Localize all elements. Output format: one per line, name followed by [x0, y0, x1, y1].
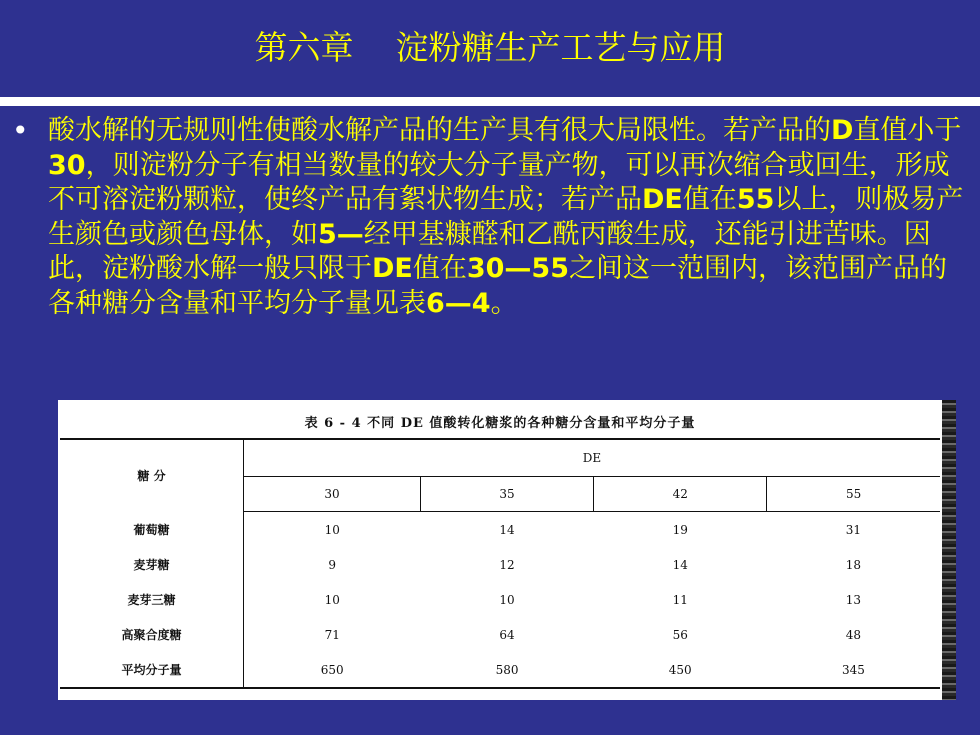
- paragraph-segment: ，则淀粉分子有相当数量的较大分子量产物，可以再次缩合或回生，形成不可溶淀粉颗粒，使终产品有絮状物生成；若产品: [48, 149, 950, 215]
- table-cell: 11: [672, 592, 688, 607]
- table-cell: 64: [499, 627, 515, 642]
- paragraph-bold-segment: D: [831, 115, 854, 146]
- table-cell: 580: [420, 652, 593, 688]
- sugar-content-table: [60, 438, 940, 689]
- table-cell: 13: [845, 592, 862, 607]
- scan-edge-shadow: [942, 400, 956, 700]
- paragraph-segment: 酸水解的无规则性使酸水解产品的生产具有很大局限性。若产品的: [48, 115, 831, 146]
- paragraph-bold-segment: DE: [372, 253, 413, 284]
- row-label: 麦芽糖: [60, 547, 244, 582]
- paragraph-bold-segment: 30—55: [466, 253, 570, 284]
- paragraph-segment: 。: [490, 287, 518, 319]
- table-cell: 19: [672, 522, 688, 537]
- paragraph-segment: 之间这一范围内，该范围产品的各种糖分含量和平均分子量见表: [48, 253, 948, 319]
- table-cell: 56: [672, 627, 688, 642]
- table-cell: 71: [324, 627, 340, 642]
- slide-title: 第六章 淀粉糖生产工艺与应用: [254, 28, 726, 67]
- table-row: [60, 547, 940, 582]
- table-row: [60, 617, 940, 652]
- paragraph-segment: 值在: [412, 253, 467, 284]
- paragraph-bold-segment: 5—: [318, 218, 364, 250]
- table-cell: 450: [594, 652, 767, 688]
- de-group-header: DE: [244, 439, 941, 477]
- paragraph-bold-segment: 6—4: [426, 287, 491, 319]
- table-cell: 48: [845, 627, 862, 642]
- table-cell: 10: [324, 592, 340, 607]
- table-row: [60, 582, 940, 617]
- row-label: 葡萄糖: [60, 512, 244, 548]
- table-cell: 31: [845, 522, 862, 537]
- table-cell: 10: [324, 522, 340, 537]
- table-row: [60, 512, 940, 548]
- table-image-panel: [58, 400, 956, 700]
- table-cell: 14: [499, 522, 515, 537]
- paragraph-segment: 直值小于: [853, 115, 962, 146]
- row-header-label: 糖 分: [60, 439, 244, 512]
- table-caption: 表 6 - 4 不同 DE 值酸转化糖浆的各种糖分含量和平均分子量: [304, 416, 696, 431]
- row-label: 高聚合度糖: [60, 617, 244, 652]
- paragraph-bold-segment: DE: [642, 184, 683, 215]
- paragraph-bold-segment: 55: [736, 184, 775, 215]
- column-header: 35: [420, 477, 593, 512]
- paragraph-segment: 经甲基糠醛和乙酰丙酸生成，还能引进苦味。因此，淀粉酸水解一般只限于: [48, 218, 931, 284]
- paragraph-segment: 值在: [682, 184, 737, 215]
- table-cell: 12: [499, 557, 515, 572]
- table-cell: 345: [767, 652, 940, 688]
- column-header: 30: [244, 477, 421, 512]
- paragraph-bold-segment: 30: [48, 149, 86, 181]
- table-cell: 10: [499, 592, 515, 607]
- table-cell: 650: [244, 652, 421, 688]
- table-cell: 18: [845, 557, 862, 572]
- row-label: 平均分子量: [60, 652, 244, 688]
- table-cell: 9: [328, 557, 337, 572]
- title-divider: [0, 97, 980, 106]
- body-paragraph: [48, 114, 973, 321]
- row-label: 麦芽三糖: [60, 582, 244, 617]
- bullet-marker: •: [12, 114, 29, 147]
- column-header: 42: [594, 477, 767, 512]
- table-cell: 14: [672, 557, 688, 572]
- paragraph-segment: 以上，则极易产生颜色或颜色母体，如: [48, 184, 964, 250]
- column-header: 55: [767, 477, 940, 512]
- table-row: [60, 652, 940, 688]
